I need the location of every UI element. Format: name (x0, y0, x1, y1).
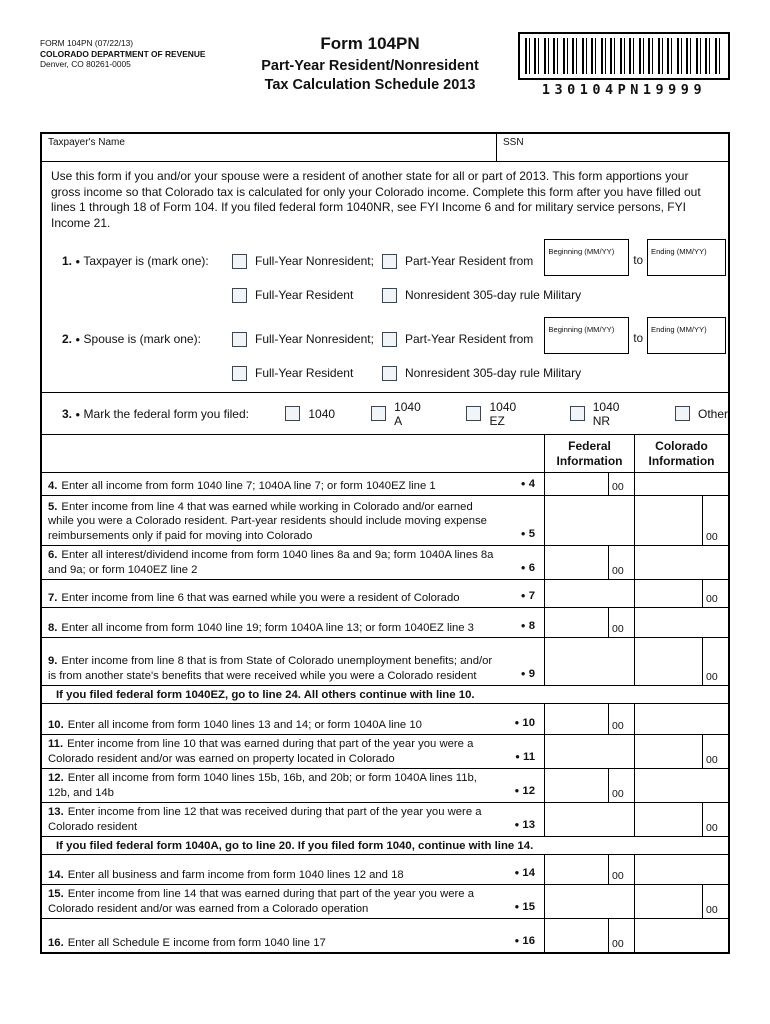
identity-row (42, 134, 728, 162)
row-text (48, 771, 498, 800)
form-table (40, 132, 730, 954)
option-fullyear-nonresident (232, 332, 382, 347)
spouse-checkbox-partyear-resident[interactable] (382, 332, 397, 347)
amount-field-federal-16[interactable] (544, 919, 634, 952)
form-instructions: Use this form if you and/or your spouse were a resident of another state for all or part of 2013. This form apportions your gross income so that Colorado tax is calculated for only your Colorado income. Complete this form after you have filled out lines 1 through 18 of Form 104. If you filed federal form 1040NR, see FYI Income 6 and for military service persons, FYI Income 21. (51, 169, 701, 230)
row-line-marker: ● 4 (520, 477, 535, 490)
option-fullyear-resident (232, 366, 382, 381)
bullet-icon: ● (520, 478, 526, 488)
table-row-line-11 (42, 735, 728, 769)
option-nonresident-military (382, 366, 581, 381)
bullet-icon: ● (520, 590, 526, 600)
taxpayer-date-range (544, 239, 726, 276)
row-number: 16. (48, 936, 64, 949)
row-text-body: Enter income from line 4 that was earned while working in Colorado and/or earned while you were a Colorado resident. Part-year residents should include moving expense reimbursements only if paid for moving into Colorado (48, 500, 487, 542)
row-number: 15. (48, 888, 64, 900)
row-line-marker: ● 16 (514, 934, 535, 947)
row-description (42, 803, 544, 836)
option-label: Part-Year Resident from (405, 254, 534, 268)
row-line-marker: ● 5 (520, 527, 535, 540)
taxpayer-checkbox-fullyear-resident[interactable] (232, 288, 247, 303)
federal-form-section (42, 392, 728, 434)
row-text (48, 868, 498, 883)
option-1040nr (570, 400, 639, 428)
cents-box: 00 (608, 546, 634, 579)
row-line-marker: ● 11 (515, 750, 535, 763)
bullet-icon: ● (514, 935, 520, 945)
cents-box: 00 (702, 735, 728, 768)
bullet-icon: ● (514, 717, 520, 727)
amount-field-federal-13 (544, 803, 634, 836)
income-table-body (42, 473, 728, 952)
spouse-checkbox-fullyear-resident[interactable] (232, 366, 247, 381)
amount-field-colorado-6 (634, 546, 728, 579)
row-text-body: Enter all income from form 1040 lines 13 and 14; or form 1040A line 10 (67, 718, 422, 731)
option-1040ez (466, 400, 533, 428)
bullet-icon: ● (515, 751, 520, 761)
row-text-body: Enter income from line 12 that was received during that part of the year you were a Colorado resident (48, 806, 482, 833)
cents-box: 00 (608, 769, 634, 802)
table-row-line-12 (42, 769, 728, 803)
table-row-line-4 (42, 473, 728, 496)
taxpayer-name-field[interactable] (42, 134, 497, 161)
amount-field-colorado-7[interactable] (634, 580, 728, 607)
cents-box: 00 (702, 638, 728, 685)
ending-date-label: Ending (MM/YY) (651, 247, 707, 256)
checkbox-form-1040ez[interactable] (466, 406, 481, 421)
row-number: 5. (48, 500, 58, 513)
table-row-line-16 (42, 919, 728, 952)
spouse-status-label: 2. ● Spouse is (mark one): (62, 332, 201, 346)
amount-field-federal-5 (544, 496, 634, 545)
row-description (42, 735, 544, 768)
cents-box: 00 (702, 885, 728, 918)
spouse-beginning-date-field[interactable] (544, 317, 629, 354)
taxpayer-checkbox-fullyear-nonresident[interactable] (232, 254, 247, 269)
to-label: to (633, 333, 643, 345)
option-label: Full-Year Resident (255, 366, 354, 380)
option-label: Nonresident 305-day rule Military (405, 366, 582, 380)
row-text-body: Enter all income from form 1040 line 7; 1040A line 7; or form 1040EZ line 1 (61, 479, 436, 492)
row-number: 9. (48, 655, 58, 667)
instruction-separator-row (42, 837, 728, 855)
row-text-body: Enter all interest/dividend income from form 1040 lines 8a and 9a; form 1040A lines 8a and 9a; or form 1040EZ line 2 (48, 549, 494, 576)
ssn-label: SSN (503, 137, 524, 148)
taxpayer-ending-date-field[interactable] (647, 239, 726, 276)
cents-box: 00 (608, 608, 634, 637)
taxpayer-status-section (42, 236, 728, 314)
row-text (48, 887, 498, 916)
amount-field-colorado-14 (634, 855, 728, 884)
row-description (42, 704, 544, 734)
row-text-body: Enter all Schedule E income from form 1040 line 17 (67, 936, 326, 949)
bullet-icon: ● (75, 409, 81, 419)
instruction-separator-row (42, 686, 728, 704)
checkbox-form-other[interactable] (675, 406, 690, 421)
row-text (48, 654, 498, 683)
row-text-body: Enter income from line 8 that is from State of Colorado unemployment benefits; and/or is from another state's benefits that were received while you were a Colorado resident (48, 655, 493, 682)
row-description (42, 638, 544, 685)
barcode-number: 130104PN19999 (541, 82, 707, 98)
row-line-marker: ● 13 (514, 818, 535, 831)
amount-field-federal-4[interactable] (544, 473, 634, 495)
row-text-body: Enter income from line 14 that was earned during that part of the year you were a Colorado resident and/or was earned from a Colorado operation (48, 888, 475, 915)
spouse-checkbox-fullyear-nonresident[interactable] (232, 332, 247, 347)
checkbox-form-1040[interactable] (285, 406, 300, 421)
table-row-line-9 (42, 638, 728, 686)
taxpayer-checkbox-partyear-resident[interactable] (382, 254, 397, 269)
amount-field-colorado-9[interactable] (634, 638, 728, 685)
amount-field-colorado-13[interactable] (634, 803, 728, 836)
option-1040 (285, 406, 335, 421)
separator-text: If you filed federal form 1040EZ, go to line 24. All others continue with line 10. (56, 688, 475, 701)
row-text-body: Enter income from line 6 that was earned while you were a resident of Colorado (61, 591, 460, 604)
bullet-icon: ● (520, 562, 526, 572)
row-text (48, 737, 498, 766)
option-label: Full-Year Nonresident; (255, 332, 374, 346)
amount-column-headers (42, 434, 728, 473)
row-text-body: Enter income from line 10 that was earned during that part of the year you were a Colorado resident and/or was earned on property located in Colorado (48, 738, 474, 765)
to-label: to (633, 255, 643, 267)
option-label: 1040 EZ (489, 399, 517, 428)
row-line-marker: ● 6 (520, 561, 535, 574)
separator-text: If you filed federal form 1040A, go to line 20. If you filed form 1040, continue with line 14. (56, 839, 534, 852)
row-line-marker: ● 15 (514, 900, 535, 913)
option-1040a (371, 400, 430, 428)
cents-box: 00 (608, 919, 634, 952)
cents-box: 00 (608, 704, 634, 734)
row-number: 10. (48, 718, 64, 731)
option-label: Other (697, 406, 728, 421)
amount-field-colorado-12 (634, 769, 728, 802)
description-column-header (42, 435, 544, 472)
row-line-marker: ● 9 (520, 667, 535, 680)
row-number: 4. (48, 479, 58, 492)
taxpayer-checkbox-nonresident-military[interactable] (382, 288, 397, 303)
spouse-date-range (544, 317, 726, 354)
bullet-icon: ● (514, 819, 520, 829)
bullet-icon: ● (514, 901, 520, 911)
cents-box: 00 (702, 803, 728, 836)
cents-box: 00 (702, 580, 728, 607)
row-text (48, 718, 498, 733)
row-line-marker: ● 10 (514, 716, 535, 729)
row-description (42, 608, 544, 637)
bullet-icon: ● (75, 335, 81, 344)
barcode-box (518, 32, 730, 80)
row-number: 13. (48, 806, 64, 818)
table-row-line-13 (42, 803, 728, 837)
agency-address: Denver, CO 80261-0005 (40, 59, 131, 69)
row-number: 11. (48, 738, 64, 750)
checkbox-form-1040a[interactable] (371, 406, 386, 421)
form-revision: FORM 104PN (07/22/13) (40, 38, 134, 48)
amount-field-colorado-10 (634, 704, 728, 734)
bullet-icon: ● (520, 528, 526, 538)
checkbox-form-1040nr[interactable] (570, 406, 585, 421)
row-description (42, 496, 544, 545)
option-label: 1040 A (394, 399, 421, 428)
amount-field-federal-11 (544, 735, 634, 768)
spouse-checkbox-nonresident-military[interactable] (382, 366, 397, 381)
row-text (48, 500, 498, 544)
ending-date-label: Ending (MM/YY) (651, 325, 707, 334)
option-fullyear-nonresident (232, 254, 382, 269)
option-label: Full-Year Resident (255, 288, 354, 302)
amount-field-federal-14[interactable] (544, 855, 634, 884)
row-line-marker: ● 12 (514, 784, 535, 797)
amount-field-colorado-15[interactable] (634, 885, 728, 918)
amount-field-colorado-11[interactable] (634, 735, 728, 768)
option-label: 1040 (308, 406, 336, 421)
amount-field-federal-12[interactable] (544, 769, 634, 802)
table-row-line-14 (42, 855, 728, 885)
row-description (42, 919, 544, 952)
row-text (48, 805, 498, 834)
bullet-icon: ● (520, 668, 526, 678)
row-number: 6. (48, 549, 58, 561)
beginning-date-label: Beginning (MM/YY) (548, 247, 615, 256)
row-text (48, 591, 498, 606)
ssn-field[interactable] (497, 134, 728, 161)
amount-field-colorado-16 (634, 919, 728, 952)
row-line-marker: ● 7 (520, 589, 535, 602)
table-row-line-7 (42, 580, 728, 608)
amount-field-federal-8[interactable] (544, 608, 634, 637)
row-number: 7. (48, 591, 58, 604)
row-description (42, 580, 544, 607)
title-block (222, 32, 518, 95)
row-number: 14. (48, 868, 64, 881)
taxpayer-beginning-date-field[interactable] (544, 239, 629, 276)
agency-name: COLORADO DEPARTMENT OF REVENUE (40, 48, 206, 59)
row-line-marker: ● 14 (514, 866, 535, 879)
amount-field-federal-15 (544, 885, 634, 918)
agency-block (40, 32, 222, 70)
table-row-line-10 (42, 704, 728, 735)
option-label: Nonresident 305-day rule Military (405, 288, 582, 302)
bullet-icon: ● (514, 867, 520, 877)
table-row-line-15 (42, 885, 728, 919)
row-number: 8. (48, 621, 58, 634)
row-text (48, 936, 498, 951)
option-partyear-resident (382, 332, 533, 347)
cents-box: 00 (702, 496, 728, 545)
amount-field-colorado-8 (634, 608, 728, 637)
row-description (42, 546, 544, 579)
amount-field-federal-6[interactable] (544, 546, 634, 579)
cents-box: 00 (608, 473, 634, 495)
spouse-ending-date-field[interactable] (647, 317, 726, 354)
table-row-line-8 (42, 608, 728, 638)
form-subtitle-1: Part-Year Resident/Nonresident (261, 58, 479, 74)
barcode-block (518, 32, 730, 98)
table-row-line-6 (42, 546, 728, 580)
bullet-icon: ● (75, 257, 81, 266)
amount-field-colorado-5[interactable] (634, 496, 728, 545)
row-description (42, 885, 544, 918)
row-text-body: Enter all income from form 1040 line 19; form 1040A line 13; or form 1040EZ line 3 (61, 621, 474, 634)
table-row-line-5 (42, 496, 728, 546)
taxpayer-name-label: Taxpayer's Name (48, 137, 125, 148)
barcode-icon (525, 38, 723, 74)
row-description (42, 769, 544, 802)
row-text-body: Enter all business and farm income from form 1040 lines 12 and 18 (67, 868, 404, 881)
federal-form-options (285, 400, 728, 428)
form-header (40, 32, 730, 118)
federal-column-header: Federal Information (544, 435, 634, 472)
spouse-status-section (42, 314, 728, 392)
federal-form-label: 3. ● Mark the federal form you filed: (62, 406, 249, 421)
taxpayer-status-label: 1. ● Taxpayer is (mark one): (62, 254, 209, 268)
amount-field-federal-10[interactable] (544, 704, 634, 734)
option-nonresident-military (382, 288, 581, 303)
row-text (48, 479, 498, 494)
option-partyear-resident (382, 254, 533, 269)
amount-field-federal-9 (544, 638, 634, 685)
beginning-date-label: Beginning (MM/YY) (548, 325, 615, 334)
amount-field-colorado-4 (634, 473, 728, 495)
row-description (42, 473, 544, 495)
row-text-body: Enter all income from form 1040 lines 15b, 16b, and 20b; or form 1040A lines 11b, 12b, and 14b (48, 772, 477, 799)
bullet-icon: ● (514, 785, 520, 795)
option-label: Full-Year Nonresident; (255, 254, 374, 268)
row-number: 12. (48, 772, 64, 784)
colorado-column-header: Colorado Information (634, 435, 728, 472)
cents-box: 00 (608, 855, 634, 884)
row-description (42, 855, 544, 884)
form-subtitle-2: Tax Calculation Schedule 2013 (264, 77, 476, 93)
form-title: Form 104PN (320, 34, 420, 53)
option-label: 1040 NR (592, 399, 620, 428)
option-other (675, 406, 728, 421)
option-fullyear-resident (232, 288, 382, 303)
row-text (48, 621, 498, 636)
bullet-icon: ● (520, 620, 526, 630)
amount-field-federal-7 (544, 580, 634, 607)
option-label: Part-Year Resident from (405, 332, 534, 346)
row-line-marker: ● 8 (520, 619, 535, 632)
row-text (48, 548, 498, 577)
